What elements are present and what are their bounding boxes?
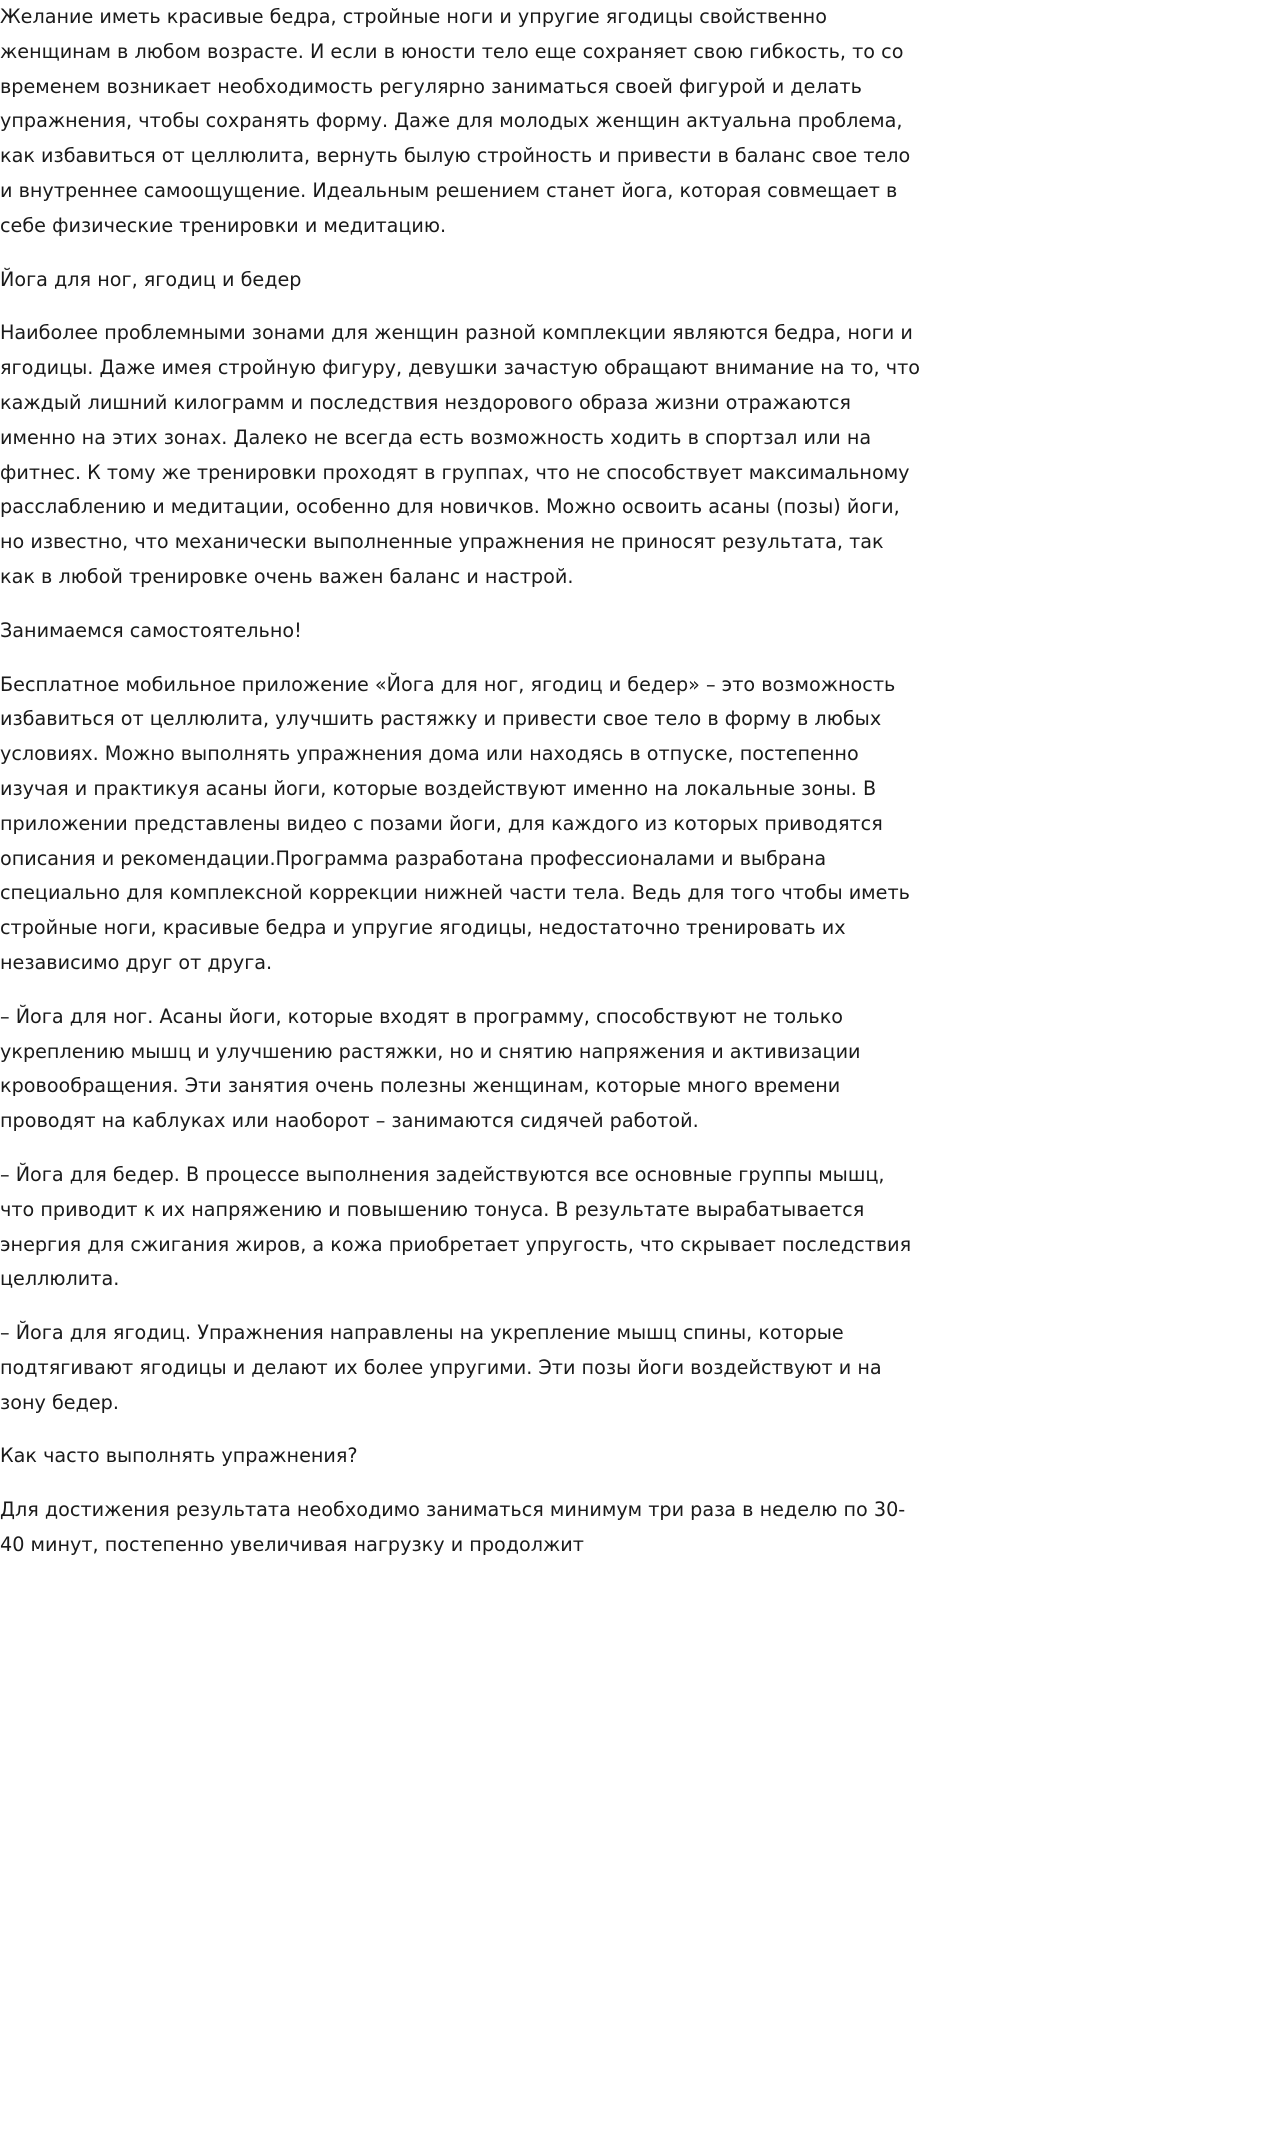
frequency-paragraph: Для достижения результата необходимо заниматься минимум три раза в неделю по 30-40 минут, постепенно увеличивая нагрузку и продолжит [0,1498,906,1557]
yoga-for-glutes-paragraph: – Йога для ягодиц. Упражнения направлены на укрепление мышц спины, которые подтягивают ягодицы и делают их более упругими. Эти позы йоги воздействуют и на зону бедер. [0,1321,882,1414]
intro-paragraph: Желание иметь красивые бедра, стройные ноги и упругие ягодицы свойственно женщинам в любом возрасте. И если в юности тело еще сохраняет свою гибкость, то со временем возникает необходимость регулярно заниматься своей фигурой и делать упражнения, чтобы сохранять форму. Даже для молодых женщин актуальна проблема, как избавиться от целлюлита, вернуть былую стройность и привести в баланс свое тело и внутреннее самоощущение. Идеальным решением станет йога, которая совмещает в себе физические тренировки и медитацию. [0,5,911,237]
section-heading-self-practice: Занимаемся самостоятельно! [0,618,302,642]
yoga-for-legs-paragraph: – Йога для ног. Асаны йоги, которые входят в программу, способствуют не только укреплению мышц и улучшению растяжки, но и снятию напряжения и активизации кровообращения. Эти занятия очень полезны женщинам, которые много времени проводят на каблуках или наоборот – занимаются сидячей работой. [0,1004,861,1133]
section-heading-yoga-legs-glutes-hips: Йога для ног, ягодиц и бедер [0,267,302,291]
section-heading-how-often: Как часто выполнять упражнения? [0,1444,358,1468]
app-description-paragraph: Бесплатное мобильное приложение «Йога для ног, ягодиц и бедер» – это возможность избавиться от целлюлита, улучшить растяжку и привести свое тело в форму в любых условиях. Можно выполнять упражнения дома или находясь в отпуске, постепенно изучая и практикуя асаны йоги, которые воздействуют именно на локальные зоны. В приложении представлены видео с позами йоги, для каждого из которых приводятся описания и рекомендации.Программа разработана профессионалами и выбрана специально для комплексной коррекции нижней части тела. Ведь для того чтобы иметь стройные ноги, красивые бедра и упругие ягодицы, недостаточно тренировать их независимо друг от друга. [0,672,910,974]
problem-zones-paragraph: Наиболее проблемными зонами для женщин разной комплекции являются бедра, ноги и ягодицы. Даже имея стройную фигуру, девушки зачастую обращают внимание на то, что каждый лишний килограмм и последствия нездорового образа жизни отражаются именно на этих зонах. Далеко не всегда есть возможность ходить в спортзал или на фитнес. К тому же тренировки проходят в группах, что не способствует максимальному расслаблению и медитации, особенно для новичков. Можно освоить асаны (позы) йоги, но известно, что механически выполненные упражнения не приносят результата, так как в любой тренировке очень важен баланс и настрой. [0,321,920,588]
yoga-for-hips-paragraph: – Йога для бедер. В процессе выполнения задействуются все основные группы мышц, что приводит к их напряжению и повышению тонуса. В результате вырабатывается энергия для сжигания жиров, а кожа приобретает упругость, что скрывает последствия целлюлита. [0,1162,912,1291]
